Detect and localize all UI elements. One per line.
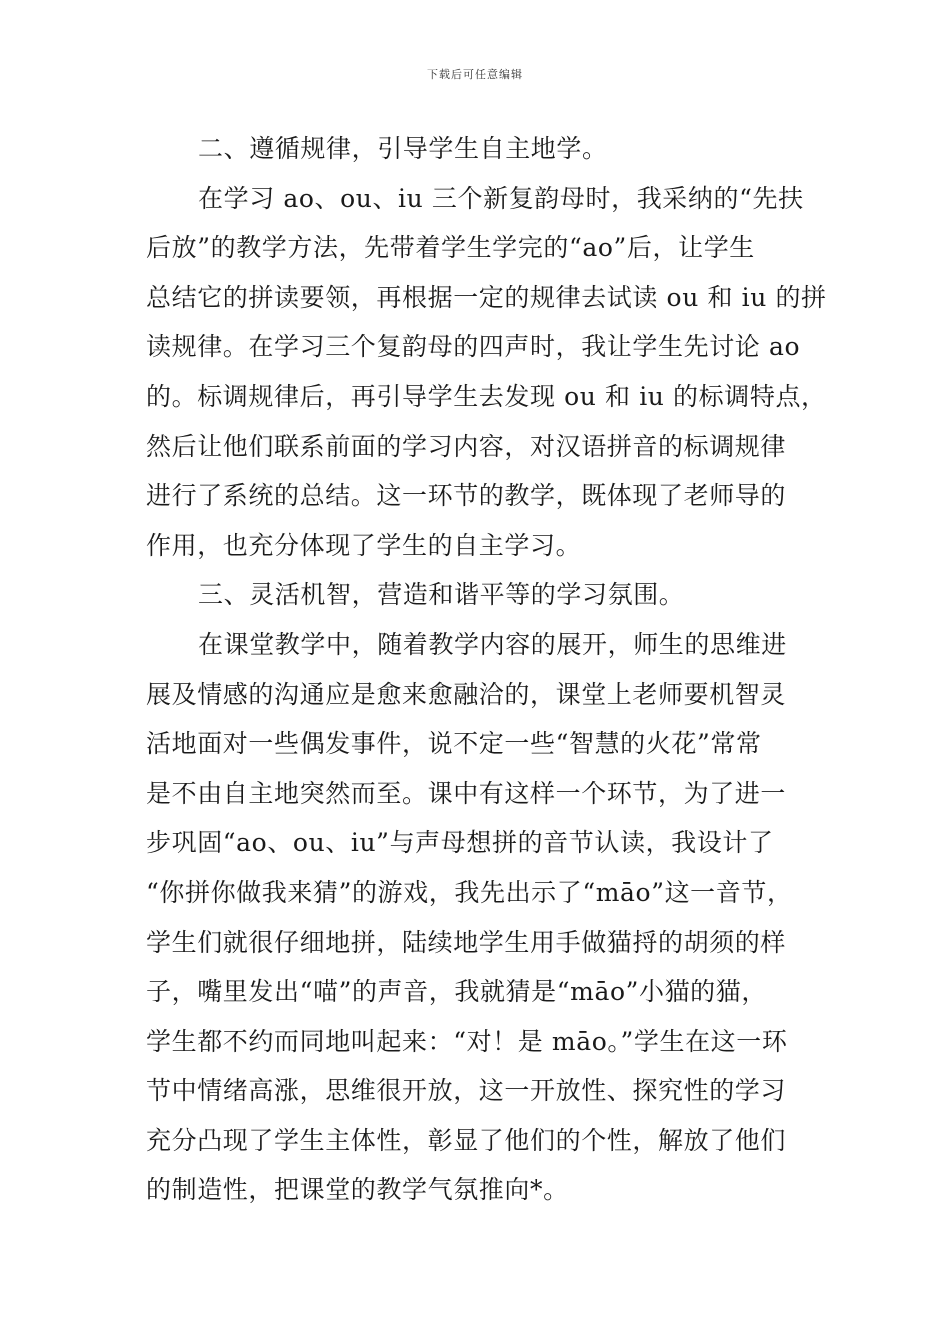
paragraph-line: 是不由自主地突然而至。课中有这样一个环节，为了进一 [146,778,787,808]
section-heading-2: 二、遵循规律，引导学生自主地学。 [198,134,608,163]
paragraph-line: 然后让他们联系前面的学习内容，对汉语拼音的标调规律 [146,431,787,461]
paragraph-line: 作用，也充分体现了学生的自主学习。 [146,530,582,560]
document-body [146,124,827,1215]
section-heading-3: 三、灵活机智，营造和谐平等的学习氛围。 [198,580,685,610]
paragraph-line: 读规律。在学习三个复韵母的四声时，我让学生先讨论 ao [146,332,801,362]
paragraph-line: 的制造性，把课堂的教学气氛推向*。 [146,1175,569,1205]
paragraph-line: 活地面对一些偶发事件，说不定一些“智慧的火花”常常 [146,729,762,759]
paragraph-line: 展及情感的沟通应是愈来愈融洽的，课堂上老师要机智灵 [146,679,787,709]
paragraph-line: 进行了系统的总结。这一环节的教学，既体现了老师导的 [146,481,787,511]
paragraph-line: 在课堂教学中，随着教学内容的展开，师生的思维进 [198,629,787,659]
paragraph-line: 充分凸现了学生主体性，彰显了他们的个性，解放了他们 [146,1125,787,1155]
paragraph-line: 学生们就很仔细地拼，陆续地学生用手做猫捋的胡须的样 [146,927,787,957]
paragraph-line: 的。标调规律后，再引导学生去发现 ou 和 iu 的标调特点， [146,381,827,411]
paragraph-line: 子，嘴里发出“喵”的声音，我就猜是“māo”小猫的猫， [146,977,767,1007]
paragraph-line: 在学习 ao、ou、iu 三个新复韵母时，我采纳的“先扶 [198,183,804,213]
paragraph-line: 后放”的教学方法，先带着学生学完的“ao”后，让学生 [146,233,755,263]
paragraph-line: “你拼你做我来猜”的游戏，我先出示了“māo”这一音节， [146,877,793,907]
paragraph-line: 步巩固“ao、ou、iu”与声母想拼的音节认读，我设计了 [146,828,774,858]
paragraph-line: 节中情绪高涨，思维很开放，这一开放性、探究性的学习 [146,1076,787,1106]
page-header: 下载后可任意编辑 [427,68,523,81]
paragraph-line: 总结它的拼读要领，再根据一定的规律去试读 ou 和 iu 的拼 [146,282,827,312]
paragraph-line: 学生都不约而同地叫起来：“对！是 māo。”学生在这一环 [146,1026,788,1056]
